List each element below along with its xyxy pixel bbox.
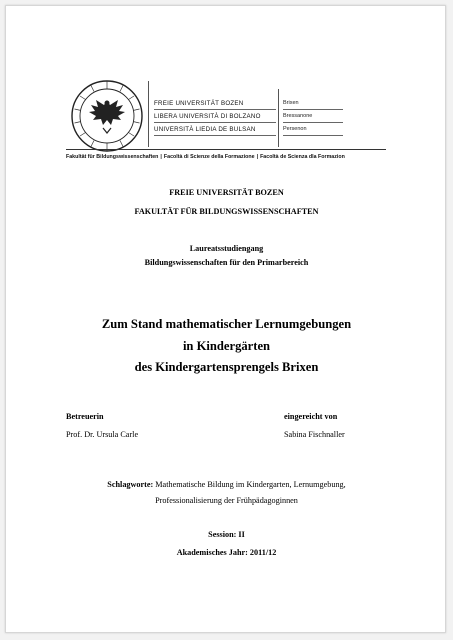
academic-year: Akademisches Jahr: 2011/12 — [176, 548, 277, 557]
keywords-line-2: Professionalisierung der Frühpädagoginnen — [155, 496, 298, 505]
campus-name-de: Brixen — [283, 97, 343, 110]
university-names — [154, 97, 276, 136]
advisor-name: Prof. Dr. Ursula Carle — [66, 430, 139, 439]
document-page — [5, 5, 446, 633]
campus-name-it: Bressanone — [283, 110, 343, 123]
campus-name-lld: Persenon — [283, 123, 343, 136]
faculty-name-it: Facoltà di Scienze della Formazione — [163, 154, 255, 160]
keywords-line-1 — [6, 480, 446, 489]
submitted-by-label: eingereicht von — [284, 412, 338, 421]
keywords-label: Schlagworte: — [107, 480, 154, 489]
university-heading: FREIE UNIVERSITÄT BOZEN — [169, 188, 284, 197]
author-name: Sabina Fischnaller — [284, 430, 345, 439]
letterhead-divider — [148, 81, 149, 147]
letterhead-divider — [278, 89, 279, 147]
session: Session: II — [208, 530, 245, 539]
university-name-de: FREIE UNIVERSITÄT BOZEN — [154, 97, 276, 110]
advisor-label: Betreuerin — [66, 412, 104, 421]
faculty-names: Fakultät für Bildungswissenschaften | Facoltà di Scienze della Formazione | Facoltà de Scienza dla Formazion — [66, 149, 386, 160]
university-name-lld: UNIVERSITÀ LIEDIA DE BULSAN — [154, 123, 276, 136]
faculty-heading: FAKULTÄT FÜR BILDUNGSWISSENSCHAFTEN — [134, 207, 319, 216]
letterhead — [66, 79, 386, 171]
campus-names — [283, 97, 343, 136]
thesis-title-line-3: des Kindergartensprengels Brixen — [134, 360, 319, 374]
university-name-it: LIBERA UNIVERSITÀ DI BOLZANO — [154, 110, 276, 123]
program-type: Laureatsstudiengang — [189, 244, 264, 253]
faculty-name-lld: Facoltà de Scienza dla Formazion — [260, 154, 345, 160]
thesis-title-line-2: in Kindergärten — [182, 339, 271, 353]
keywords-text: Mathematische Bildung im Kindergarten, Lernumgebung, — [155, 480, 346, 489]
faculty-name-de: Fakultät für Bildungswissenschaften — [66, 154, 159, 160]
thesis-title-line-1: Zum Stand mathematischer Lernumgebungen — [101, 317, 352, 331]
program-name: Bildungswissenschaften für den Primarbereich — [144, 258, 309, 267]
university-seal-icon — [70, 79, 144, 153]
